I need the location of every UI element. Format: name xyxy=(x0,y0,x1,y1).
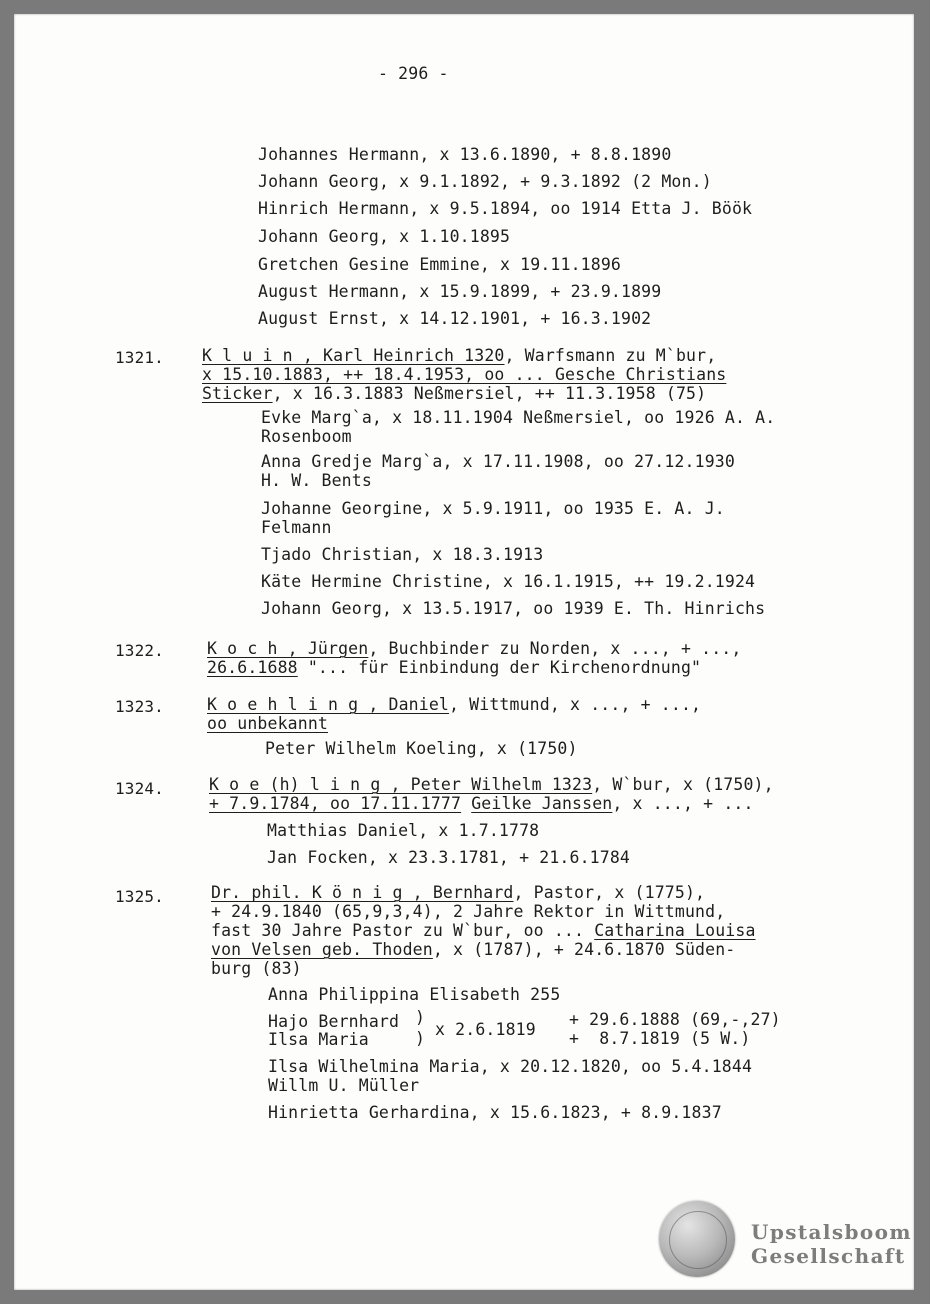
entry-number: 1325. xyxy=(115,887,164,906)
spouse-name: von Velsen geb. Thoden xyxy=(211,940,433,959)
spouse-name: Sticker xyxy=(202,384,273,403)
child-line: Hinrietta Gerhardina, x 15.6.1823, + 8.9.1837 xyxy=(268,1103,722,1122)
logo-line: Upstalsboom xyxy=(751,1220,912,1244)
person-name: K o c h , Jürgen xyxy=(207,639,369,658)
entry-text: , x ..., + ... xyxy=(612,794,754,813)
twin-bracket: ) xyxy=(415,1008,426,1027)
spouse-name: Catharina Louisa xyxy=(594,921,756,940)
twin-name: Hajo Bernhard xyxy=(268,1012,400,1031)
entry-line xyxy=(209,794,754,813)
entry-line: + 24.9.1840 (65,9,3,4), 2 Jahre Rektor in Wittmund, xyxy=(211,902,726,921)
entry-line xyxy=(209,775,774,794)
entry-line: burg (83) xyxy=(211,959,302,978)
child-line: Evke Marg`a, x 18.11.1904 Neßmersiel, oo 1926 A. A. xyxy=(261,408,776,427)
entry-text: , Wittmund, x ..., + ..., xyxy=(449,695,702,714)
entry-text: , x 16.3.1883 Neßmersiel, ++ 11.3.1958 (75) xyxy=(272,384,707,403)
entry-line xyxy=(211,883,705,902)
child-line: Felmann xyxy=(261,518,332,537)
child-line: H. W. Bents xyxy=(261,471,372,490)
child-line: Gretchen Gesine Emmine, x 19.11.1896 xyxy=(258,255,622,274)
entry-text: , Pastor, x (1775), xyxy=(513,883,706,902)
child-line: August Hermann, x 15.9.1899, + 23.9.1899 xyxy=(258,282,662,301)
child-line: Willm U. Müller xyxy=(268,1076,420,1095)
child-line: Anna Gredje Marg`a, x 17.11.1908, oo 27.12.1930 xyxy=(261,452,735,471)
person-name: K o e h l i n g , Daniel xyxy=(207,695,450,714)
entry-text: "... für Einbindung der Kirchenordnung" xyxy=(297,658,702,677)
child-line: Johanne Georgine, x 5.9.1911, oo 1935 E. A. J. xyxy=(261,499,725,518)
spouse-name: Gesche Christians xyxy=(554,365,727,384)
twin-death: + 8.7.1819 (5 W.) xyxy=(569,1029,751,1048)
page-number: - 296 - xyxy=(378,64,449,83)
entry-text: oo unbekannt xyxy=(207,714,329,733)
twin-birth: x 2.6.1819 xyxy=(435,1020,536,1039)
child-line: August Ernst, x 14.12.1901, + 16.3.1902 xyxy=(258,309,652,328)
seal-logo-icon xyxy=(659,1201,735,1277)
document-page xyxy=(14,14,914,1290)
entry-line xyxy=(207,658,701,677)
child-line: Jan Focken, x 23.3.1781, + 21.6.1784 xyxy=(267,848,631,867)
entry-line xyxy=(211,940,735,959)
child-line: Matthias Daniel, x 1.7.1778 xyxy=(267,821,540,840)
logo-line: Gesellschaft xyxy=(751,1244,906,1268)
twin-bracket: ) xyxy=(415,1029,426,1048)
child-line: Peter Wilhelm Koeling, x (1750) xyxy=(265,739,578,758)
child-line: Johannes Hermann, x 13.6.1890, + 8.8.1890 xyxy=(258,145,672,164)
entry-line xyxy=(202,384,706,403)
entry-text: , x (1787), + 24.6.1870 Süden- xyxy=(432,940,736,959)
entry-line xyxy=(202,365,726,384)
child-line: Tjado Christian, x 18.3.1913 xyxy=(261,545,544,564)
child-line: Ilsa Wilhelmina Maria, x 20.12.1820, oo 5.4.1844 xyxy=(268,1057,753,1076)
entry-line xyxy=(207,639,741,658)
person-name: K l u i n , Karl Heinrich 1320 xyxy=(202,346,505,365)
entry-text: fast 30 Jahre Pastor zu W`bur, oo ... xyxy=(211,921,595,940)
entry-number: 1324. xyxy=(115,779,164,798)
child-line: Rosenboom xyxy=(261,427,352,446)
child-line: Hinrich Hermann, x 9.5.1894, oo 1914 Etta J. Böök xyxy=(258,199,753,218)
twin-name: Ilsa Maria xyxy=(268,1030,369,1049)
person-name: Dr. phil. K ö n i g , Bernhard xyxy=(211,883,514,902)
child-line: Anna Philippina Elisabeth 255 xyxy=(268,985,561,1004)
entry-number: 1323. xyxy=(115,697,164,716)
child-line: Johann Georg, x 13.5.1917, oo 1939 E. Th. Hinrichs xyxy=(261,599,766,618)
entry-number: 1322. xyxy=(115,641,164,660)
child-line: Johann Georg, x 9.1.1892, + 9.3.1892 (2 Mon.) xyxy=(258,172,712,191)
entry-text: + 7.9.1784, oo 17.11.1777 xyxy=(209,794,462,813)
child-line: Käte Hermine Christine, x 16.1.1915, ++ 19.2.1924 xyxy=(261,572,756,591)
entry-text: x 15.10.1883, ++ 18.4.1953, oo ... xyxy=(202,365,555,384)
entry-line xyxy=(202,346,716,365)
entry-text xyxy=(461,794,471,813)
twin-death: + 29.6.1888 (69,-,27) xyxy=(569,1010,781,1029)
entry-text: 26.6.1688 xyxy=(207,658,298,677)
entry-number: 1321. xyxy=(115,348,164,367)
person-name: K o e (h) l i n g , Peter Wilhelm 1323 xyxy=(209,775,593,794)
spouse-name: Geilke Janssen xyxy=(471,794,613,813)
entry-line xyxy=(207,695,701,714)
entry-text: , W`bur, x (1750), xyxy=(592,775,774,794)
entry-text: , Buchbinder zu Norden, x ..., + ..., xyxy=(368,639,742,658)
entry-text: , Warfsmann zu M`bur, xyxy=(504,346,717,365)
child-line: Johann Georg, x 1.10.1895 xyxy=(258,227,511,246)
entry-line xyxy=(211,921,756,940)
